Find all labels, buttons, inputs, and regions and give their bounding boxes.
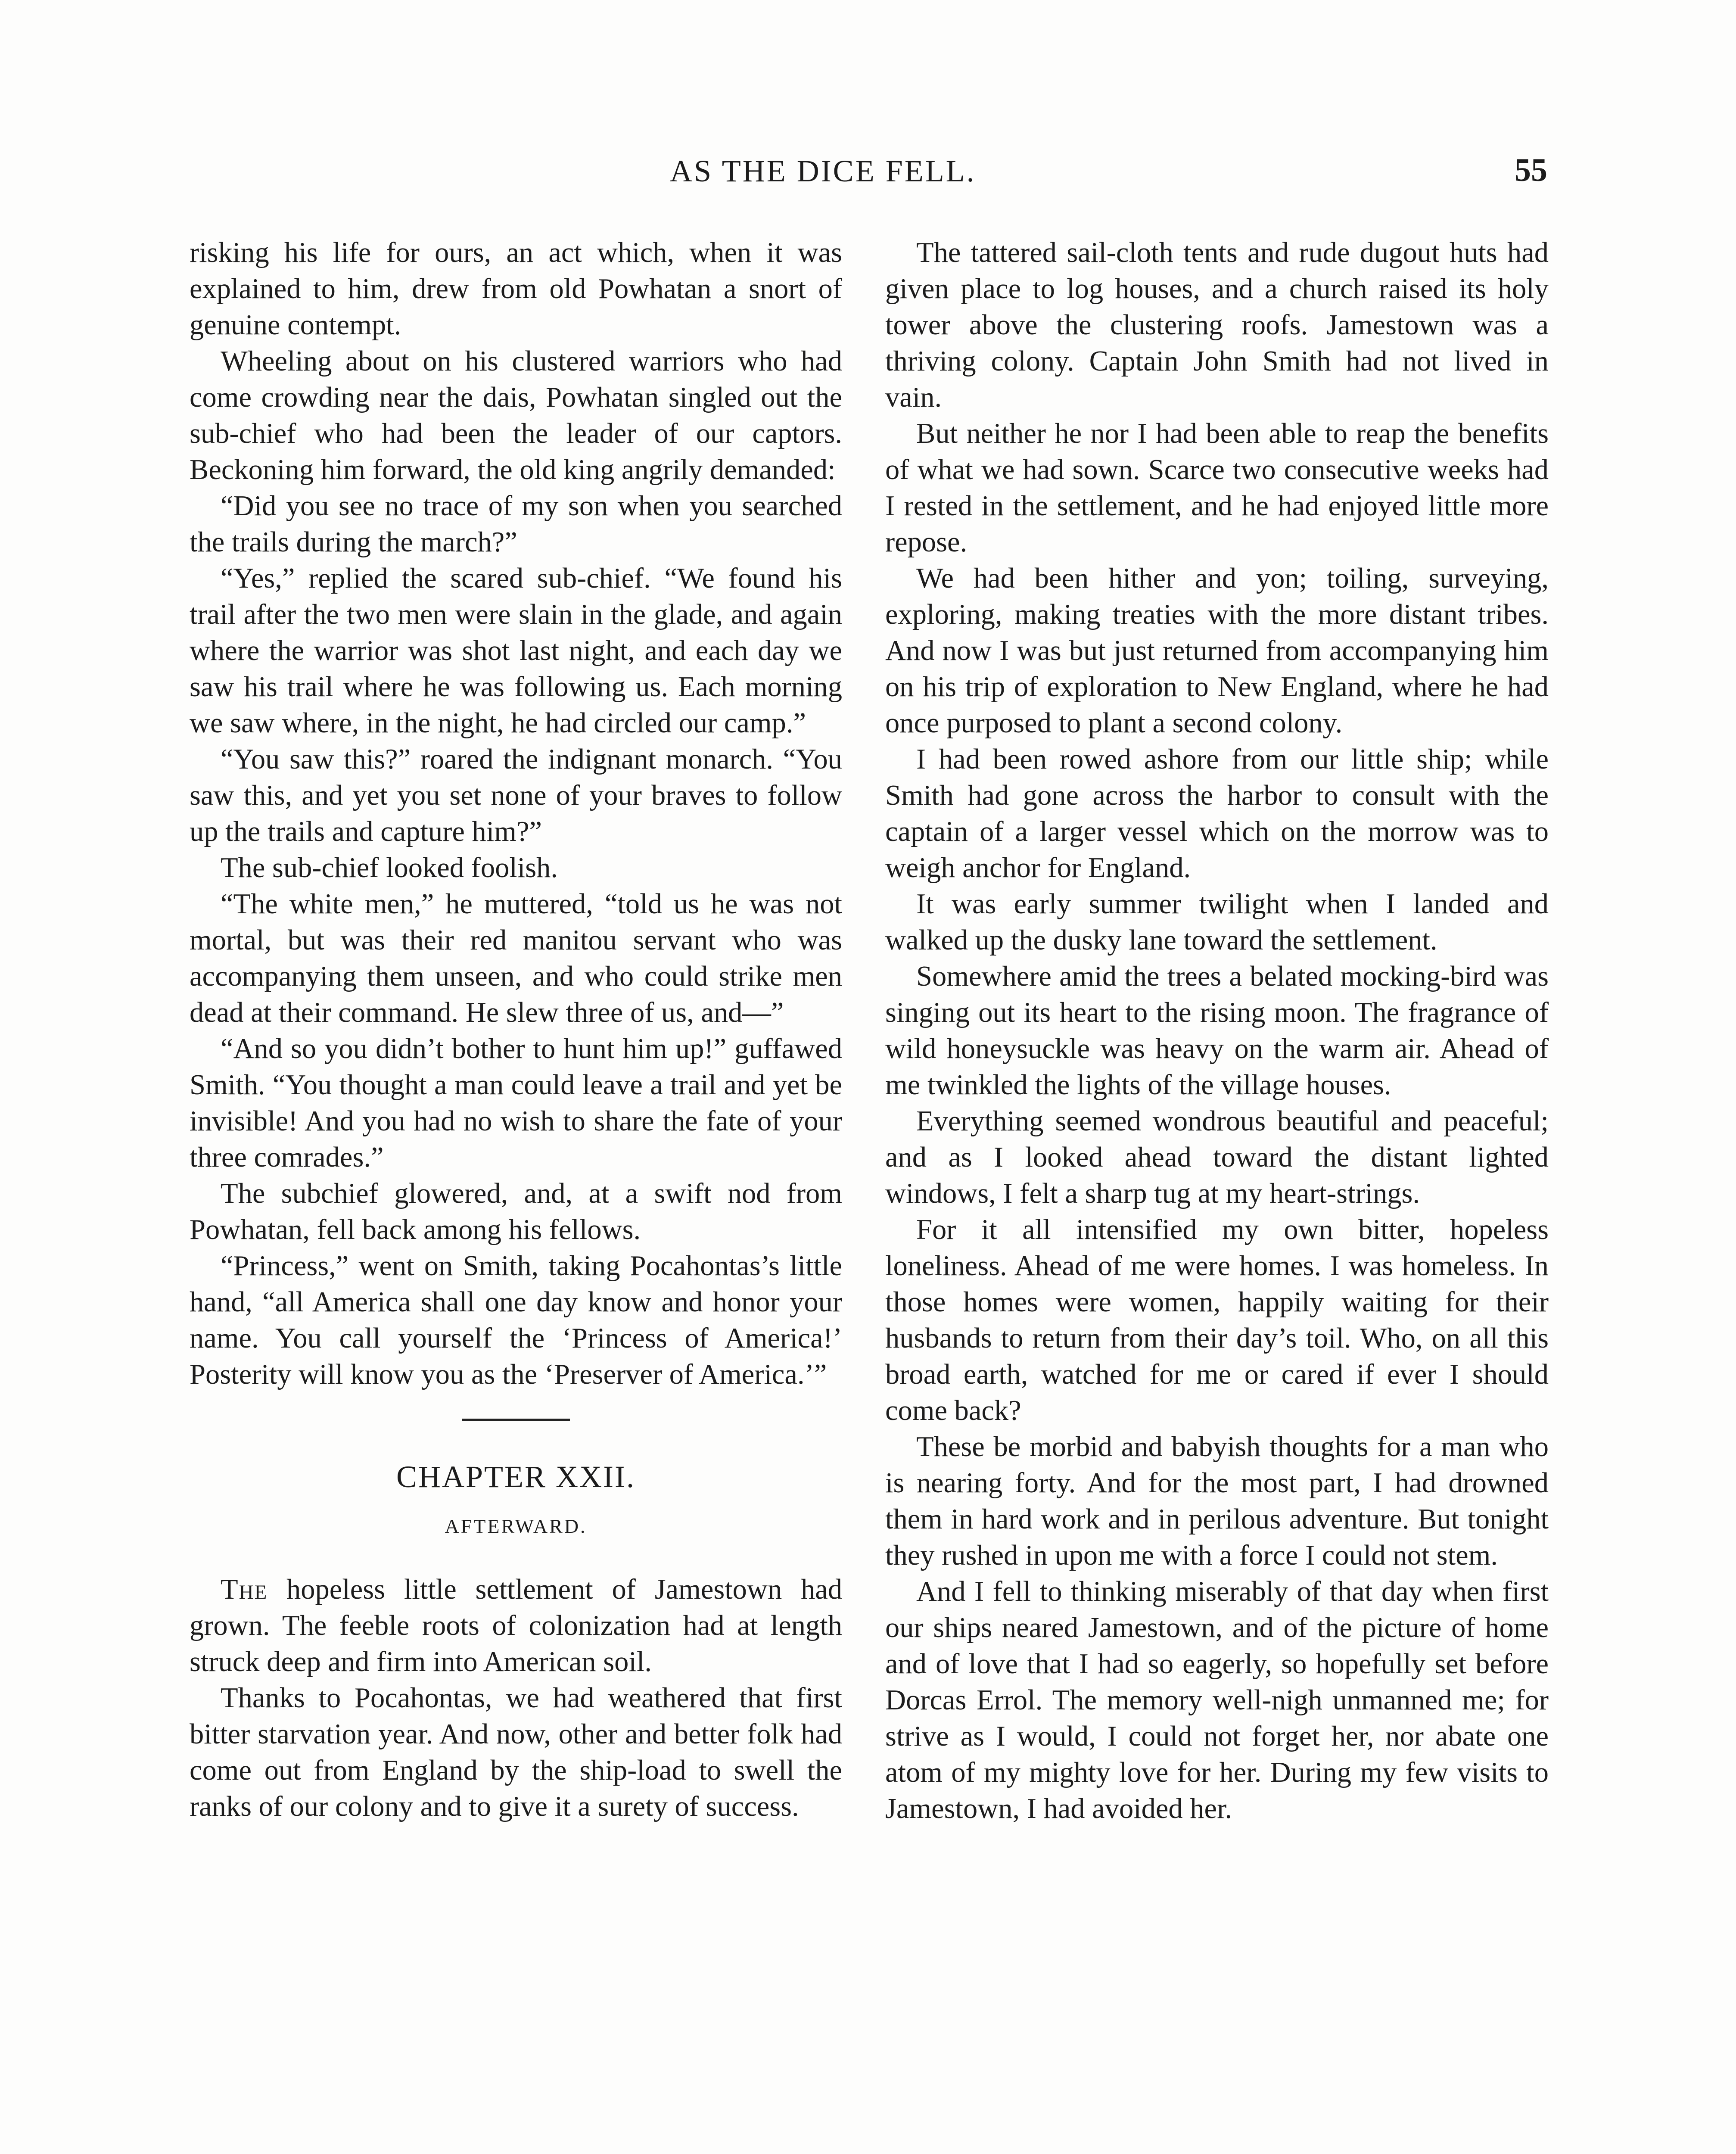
paragraph: And I fell to thinking miserably of that day when first our ships neared Jamestown, and of the picture of home and of love that I had so eagerly, so hopefully set before Dorcas Errol. The memory well-nigh unmanned me; for strive as I would, I could not forget her, nor abate one atom of my mighty love for her. During my few visits to Jamestown, I had avoided her. (885, 1576, 1549, 1824)
section-divider (462, 1419, 570, 1421)
running-title: AS THE DICE FELL. (670, 154, 976, 188)
paragraph: The sub-chief looked foolish. (221, 852, 558, 884)
page-number: 55 (1515, 152, 1547, 188)
left-column (190, 235, 842, 1825)
chapter-heading: CHAPTER XXII. (396, 1460, 635, 1494)
paragraph: “Yes,” replied the scared sub-chief. “We found his trail after the two men were slain in the glade, and again where the warrior was shot last night, and each day we saw his trail where he was following us. Each morning we saw where, in the night, he had circled our camp.” (190, 563, 842, 739)
paragraph: The tattered sail-cloth tents and rude dugout huts had given place to log houses, and a church raised its holy tower above the clustering roofs. Jamestown was a thriving colony. Captain John Smith had not lived in vain. (885, 237, 1549, 413)
paragraph: “Princess,” went on Smith, taking Pocahontas’s little hand, “all America shall one day know and honor your name. You call yourself the ‘Princess of America!’ Posterity will know you as the ‘Preserver of America.’” (190, 1250, 842, 1390)
chapter-subheading: AFTERWARD. (445, 1515, 587, 1537)
paragraph: “And so you didn’t bother to hunt him up!” guffawed Smith. “You thought a man could leave a trail and yet be invisible! And you had no wish to share the fate of your three comrades.” (190, 1033, 842, 1173)
paragraph: Somewhere amid the trees a belated mocking-bird was singing out its heart to the rising moon. The fragrance of wild honeysuckle was heavy on the warm air. Ahead of me twinkled the lights of the village houses. (885, 961, 1549, 1101)
paragraph: Everything seemed wondrous beautiful and peaceful; and as I looked ahead toward the distant lighted windows, I felt a sharp tug at my heart-strings. (885, 1105, 1549, 1209)
paragraph: I had been rowed ashore from our little ship; while Smith had gone across the harbor to consult with the captain of a larger vessel which on the morrow was to weigh anchor for England. (885, 744, 1549, 884)
paragraph: Thanks to Pocahontas, we had weathered that first bitter starvation year. And now, other and better folk had come out from England by the ship-load to swell the ranks of our colony and to give it a surety of success. (190, 1682, 842, 1822)
paragraph: For it all intensified my own bitter, hopeless loneliness. Ahead of me were homes. I was homeless. In those homes were women, happily waiting for their husbands to return from their day’s toil. Who, on all this broad earth, watched for me or cared if ever I should come back? (885, 1214, 1549, 1426)
paragraph: These be morbid and babyish thoughts for a man who is nearing forty. And for the most part, I had drowned them in hard work and in perilous adventure. But tonight they rushed in upon me with a force I could not stem. (885, 1431, 1549, 1571)
paragraph: It was early summer twilight when I landed and walked up the dusky lane toward the settlement. (885, 888, 1549, 956)
chapter-opening-paragraph (190, 1572, 842, 1680)
paragraph: The subchief glowered, and, at a swift nod from Powhatan, fell back among his fellows. (190, 1178, 842, 1245)
paragraph: risking his life for ours, an act which, when it was explained to him, drew from old Powhatan a snort of genuine contempt. (190, 237, 842, 341)
opening-text: hopeless little settlement of Jamestown had grown. The feeble roots of colonization had at length struck deep and firm into American soil. (190, 1574, 842, 1678)
paragraph: “You saw this?” roared the indignant monarch. “You saw this, and yet you set none of your braves to follow up the trails and capture him?” (190, 744, 842, 847)
paragraph: We had been hither and yon; toiling, surveying, exploring, making treaties with the more distant tribes. And now I was but just returned from accompanying him on his trip of exploration to New England, where he had once purposed to plant a second colony. (885, 563, 1549, 739)
paragraph: “Did you see no trace of my son when you searched the trails during the march?” (190, 490, 842, 558)
paragraph: But neither he nor I had been able to reap the benefits of what we had sown. Scarce two consecutive weeks had I rested in the settlement, and he had enjoyed little more repose. (885, 418, 1549, 558)
right-column (885, 235, 1549, 1827)
paragraph: “The white men,” he muttered, “told us he was not mortal, but was their red manitou servant who was accompanying them unseen, and who could strike men dead at their command. He slew three of us, and—” (190, 888, 842, 1028)
paragraph: Wheeling about on his clustered warriors who had come crowding near the dais, Powhatan singled out the sub-chief who had been the leader of our captors. Beckoning him forward, the old king angrily demanded: (190, 346, 842, 486)
opening-word: The (221, 1574, 268, 1605)
running-header (0, 153, 1736, 201)
